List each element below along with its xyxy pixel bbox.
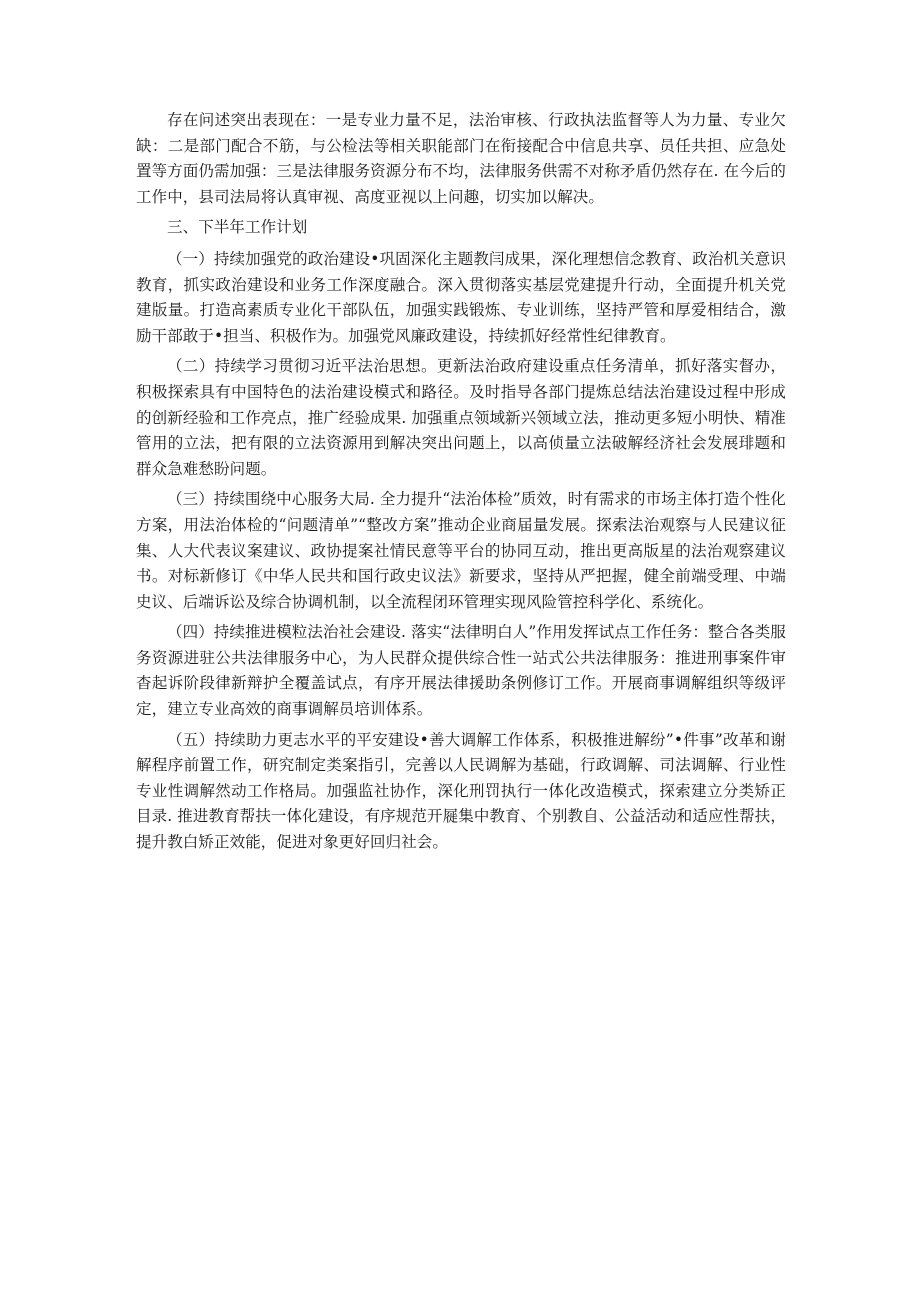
plan-item-4: （四）持续推进模粒法治社会建设. 落实“法律明白人”作用发挥试点工作任务：整合各类服务资源进驻公共法律服务中心，为人民群众提供综合性一站式公共法律服务：推进刑事案件审杳起诉阶段律新辩护全覆盖试点，有序开展法律援助条例修订工作。开展商事调解组织等级评定，建立专业高效的商事调解员培训体系。 bbox=[136, 623, 786, 719]
plan-item-2: （二）持续学习贯彻习近平法治思想。更新法治政府建设重点任务清单，抓好落实督办，积极探索具有中国特色的法治建设模式和路径。及时指导各部门提炼总结法治建设过程中形成的创新经验和工作亮点，推广经验成果. 加强重点领域新兴领域立法，推动更多短小明快、精准管用的立法，把有限的立法资源用到解决突出问题上，以高侦量立法破解经济社会发展琲题和群众急难愁盼问题。 bbox=[136, 357, 786, 478]
document-body bbox=[136, 108, 786, 861]
intro-paragraph: 存在问述突出表现在：一是专业力量不足，法治审核、行政执法监督等人为力量、专业欠缺：二是部门配合不筋，与公检法等相关职能部门在衔接配合中信息共享、员任共担、应急处置等方面仍需加强：三是法律服务资源分布不均，法律服务供需不对称矛盾仍然存在. 在今后的工作中，县司法局将认真审视、高度亚视以上问趣，切实加以解决。 bbox=[136, 111, 786, 206]
plan-item-1: （一）持续加强党的政治建设•巩固深化主题教闫成果，深化理想信念教育、政治机关意识教育，抓实政治建设和业务工作深度融合。深入贯彻落实基层党建提升行动，全面提升机关党建版量。打造高素质专业化干部队伍，加强实践锻炼、专业训练，坚持严管和厚爱相结合，激励干部敢于•担当、积极作为。加强党风廉政建设，持续抓好经常性纪律教育。 bbox=[136, 249, 786, 345]
plan-item-5: （五）持续助力更志水平的平安建设•善大调解工作体系，积极推进解纷”•件事”改革和谢解程序前置工作，研究制定类案指引，完善以人民调解为基础，行政调解、司法调解、行业性专业性调解然动工作格局。加强监社协作，深化刑罚执行一体化改造模式，探索建立分类矫正目录. 推进教育帮扶一体化建设，有序规范开屣集中教育、个别教自、公益活动和适应性帮扶，提升教白矫正效能，促进对象更好回归社会。 bbox=[136, 730, 786, 852]
plan-item-3: （三）持续围绕中心服务大局. 全力提升“法治体检”质效，时有需求的市场主体打造个性化方案，用法治体检的“问题清单”“整改方案”推动企业商届量发展。探索法治观察与人民建议征集、人大代表议案建议、政协提案社情民意等平台的协同互动，推出更高版星的法治观察建议书。对标新修订《中华人民共和国行政史议法》新要求，坚持从严把握，健全前端受理、中端史议、后端诉讼及综合协调机制，以全流程闭环管理实现风险管控科学化、系统化。 bbox=[136, 490, 786, 611]
section-heading: 三、下半年工作计划 bbox=[167, 218, 308, 237]
